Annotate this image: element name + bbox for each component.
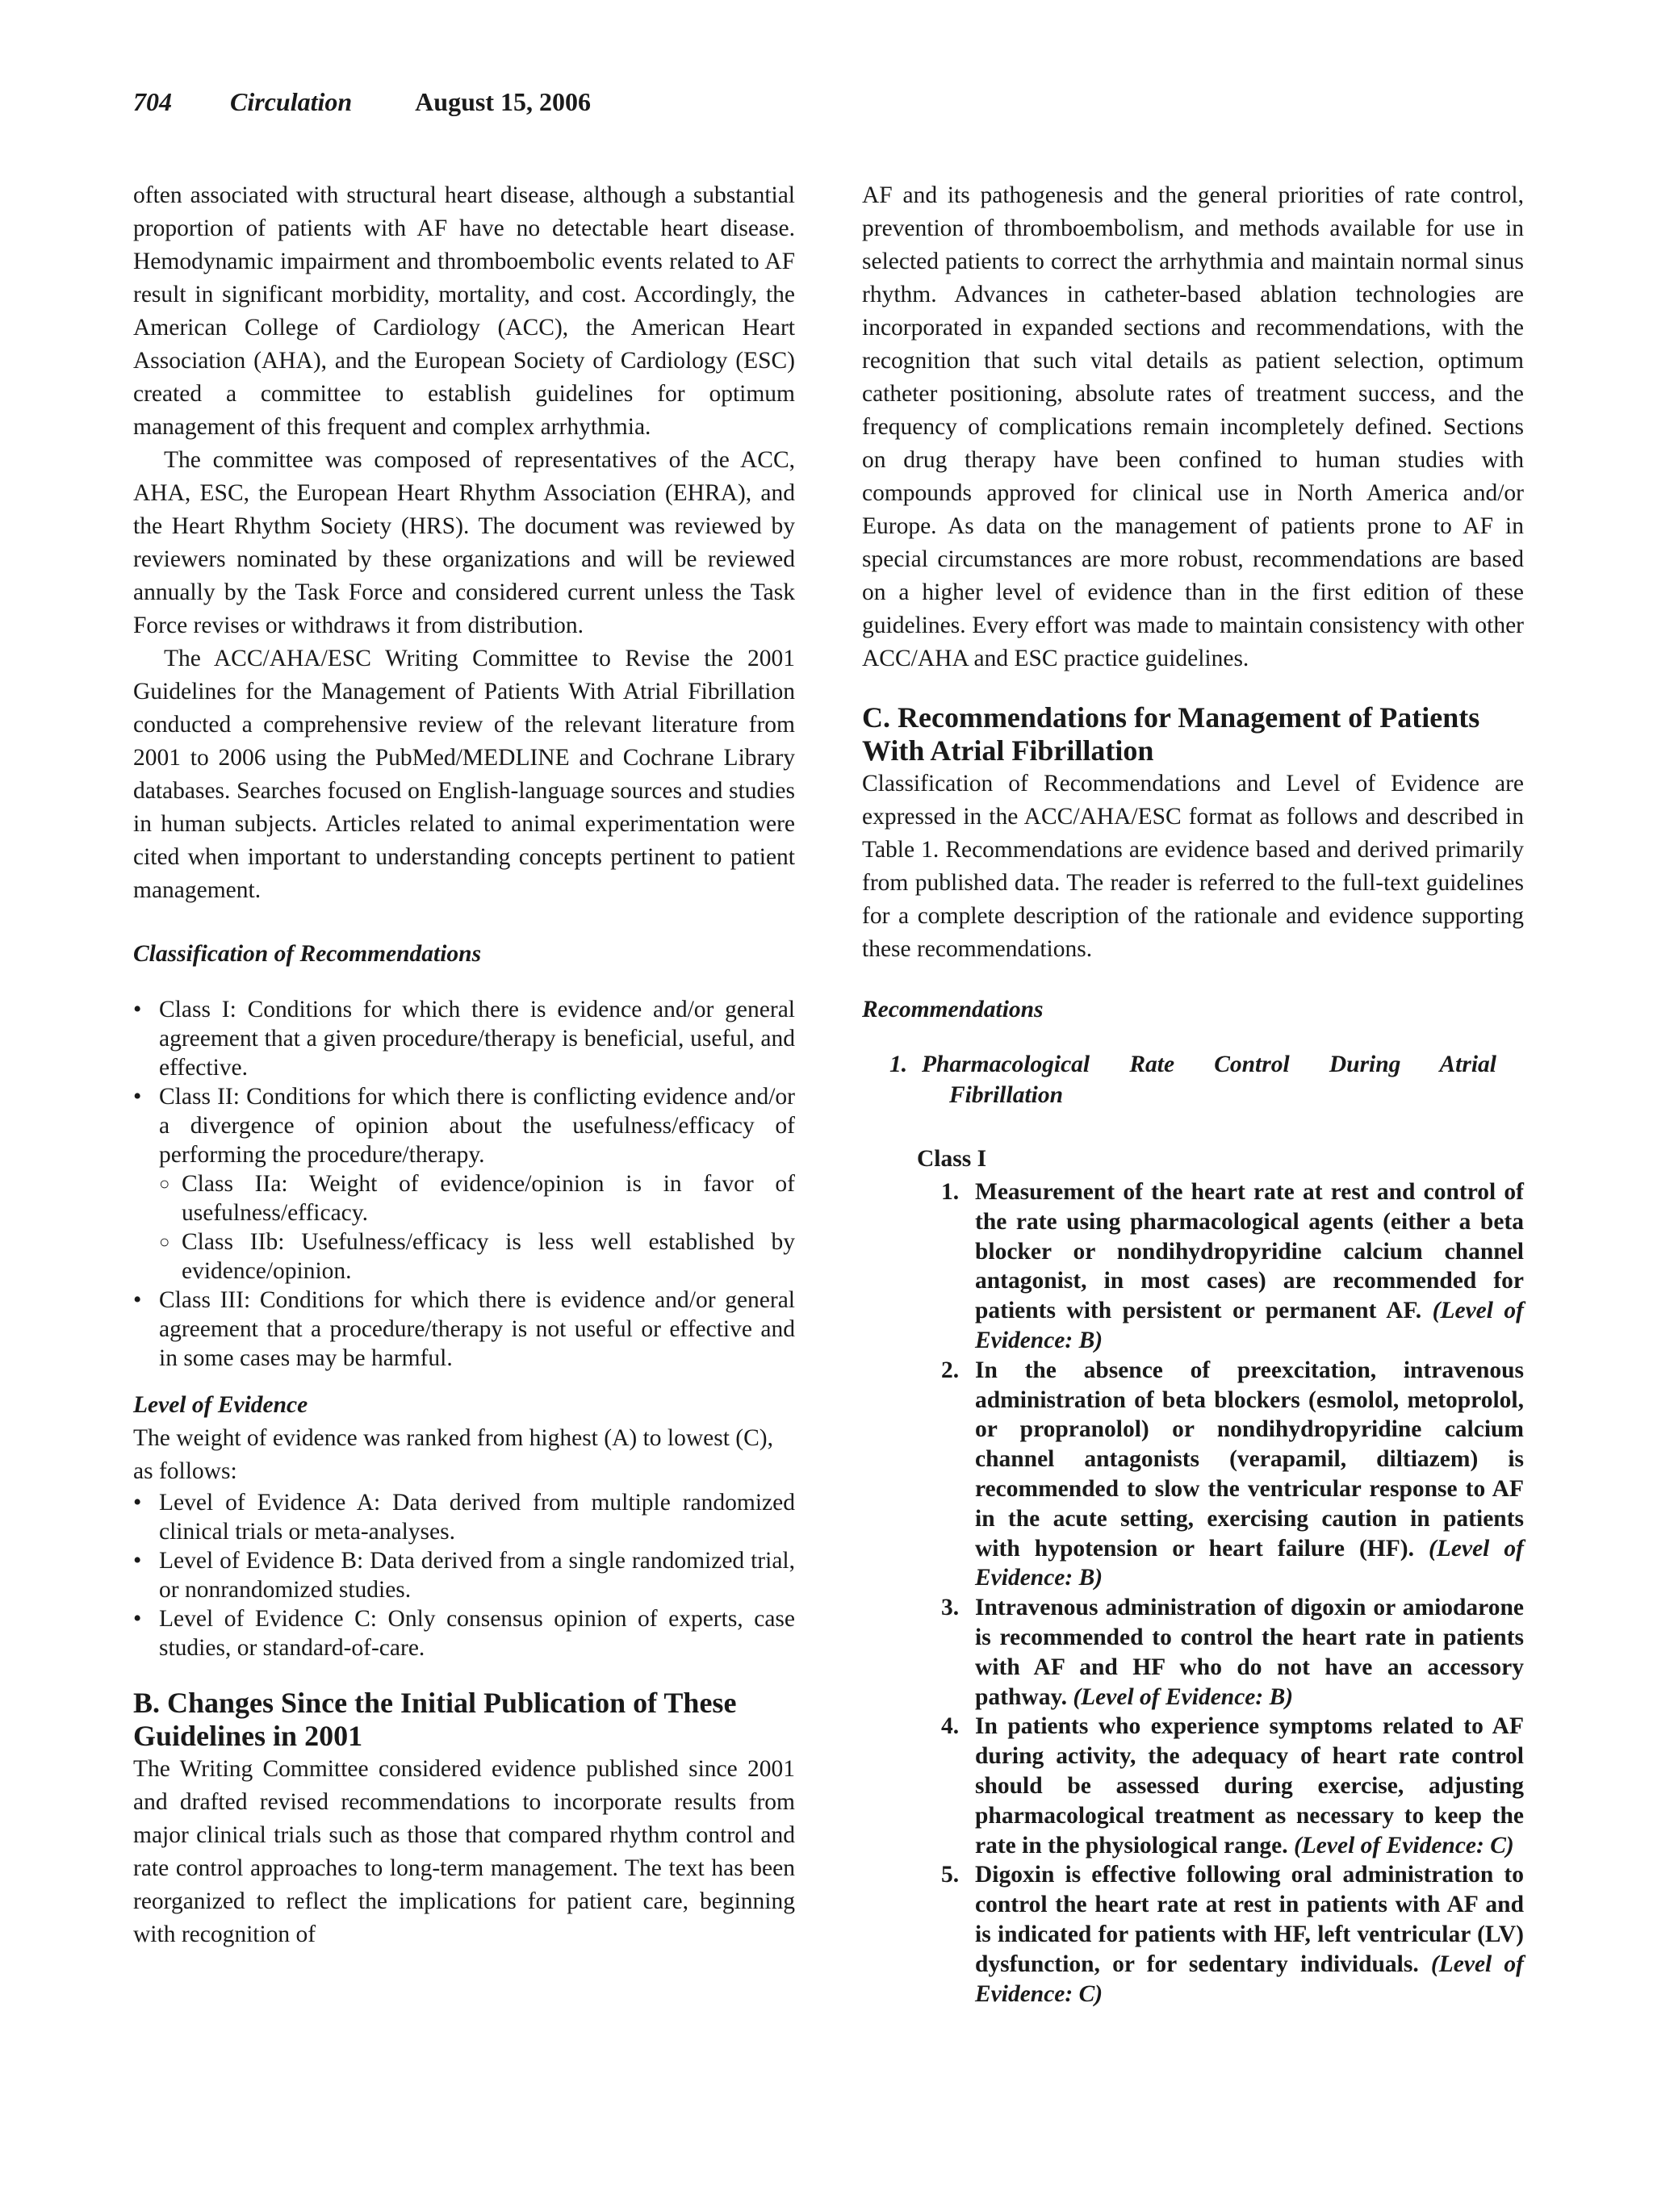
recommendation-number: 4.: [941, 1713, 960, 1740]
recommendation-topic: [889, 1049, 1524, 1080]
recommendation-number: 2.: [941, 1357, 960, 1383]
recommendations-heading: Recommendations: [862, 997, 1044, 1022]
recommendation-text: Digoxin is effective following oral administration to control the heart rate at rest in patients with AF and is indicated for patients with HF, left ventricular (LV) dysfunction, or for sedentary individuals.: [975, 1862, 1524, 1977]
evidence-level: (Level of Evidence: B): [1073, 1683, 1294, 1710]
paragraph: often associated with structural heart disease, although a substantial proportion of patients with AF have no detectable heart disease. Hemodynamic impairment and thromboembolic events related to AF result in significant morbidity, mortality, and cost. Accordingly, the American College of Cardiology (ACC), the American Heart Association (AHA), and the European Society of Cardiology (ESC) created a committee to establish guidelines for optimum management of this frequent and complex arrhythmia.: [133, 182, 795, 440]
sub-list: [159, 1169, 795, 1286]
classification-list: [133, 995, 795, 1373]
recommendation-number: 1.: [941, 1179, 960, 1205]
paragraph: The Writing Committee considered evidence published since 2001 and drafted revised recommendations to incorporate results from major clinical trials such as those that compared rhythm control and rate control approaches to long-term management. The text has been reorganized to reflect the implications for patient care, beginning with recognition of: [133, 1756, 795, 1947]
left-column: [133, 179, 795, 1951]
recommendation-item: [941, 1356, 1524, 1593]
right-column: [862, 179, 1524, 2009]
sub-list-item: ○ Class IIa: Weight of evidence/opinion is in favor of usefulness/efficacy.: [159, 1169, 795, 1227]
recommendation-item: [941, 1860, 1524, 2009]
classification-heading: Classification of Recommendations: [133, 941, 482, 967]
topic-title: Pharmacological Rate Control During Atrial: [922, 1052, 1496, 1077]
list-item: • Class I: Conditions for which there is evidence and/or general agreement that a given procedure/therapy is beneficial, useful, and effective.: [133, 995, 795, 1082]
recommendation-number: 3.: [941, 1595, 960, 1621]
recommendation-text: In patients who experience symptoms related to AF during activity, the adequacy of heart rate control should be assessed during exercise, adjusting pharmacological treatment as necessary to keep the rate in the physiological range.: [975, 1713, 1524, 1859]
level-of-evidence-heading: Level of Evidence: [133, 1392, 308, 1418]
list-item: • Level of Evidence C: Only consensus opinion of experts, case studies, or standard-of-care.: [133, 1604, 795, 1662]
topic-title-continued: Fibrillation: [949, 1082, 1063, 1108]
class-label: Class I: [917, 1146, 987, 1172]
list-item: [133, 1082, 795, 1286]
list-item: • Level of Evidence B: Data derived from a single randomized trial, or nonrandomized studies.: [133, 1546, 795, 1604]
paragraph: The committee was composed of representatives of the ACC, AHA, ESC, the European Heart Rhythm Association (EHRA), and the Heart Rhythm Society (HRS). The document was reviewed by reviewers nominated by these organizations and will be reviewed annually by the Task Force and considered current unless the Task Force revises or withdraws it from distribution.: [133, 447, 795, 638]
list-item: • Level of Evidence A: Data derived from multiple randomized clinical trials or meta-analyses.: [133, 1488, 795, 1546]
paragraph: The ACC/AHA/ESC Writing Committee to Revise the 2001 Guidelines for the Management of Patients With Atrial Fibrillation conducted a comprehensive review of the relevant literature from 2001 to 2006 using the PubMed/MEDLINE and Cochrane Library databases. Searches focused on English-language sources and studies in human subjects. Articles related to animal experimentation were cited when important to understanding concepts pertinent to patient management.: [133, 646, 795, 903]
running-head: [133, 87, 591, 117]
paragraph: The weight of evidence was ranked from highest (A) to lowest (C), as follows:: [133, 1425, 773, 1484]
section-b-heading: B. Changes Since the Initial Publication of These Guidelines in 2001: [133, 1687, 737, 1752]
page-number: 704: [133, 87, 172, 116]
list-item-text: Class II: Conditions for which there is conflicting evidence and/or a divergence of opinion about the usefulness/efficacy of performing the procedure/therapy.: [159, 1084, 795, 1168]
recommendation-topic-continued: [889, 1080, 1524, 1110]
recommendation-text: Measurement of the heart rate at rest and control of the rate using pharmacological agents (either a beta blocker or nondihydropyridine calcium channel antagonist, in most cases) are recommended for patients with persistent or permanent AF.: [975, 1179, 1524, 1324]
recommendation-item: [941, 1177, 1524, 1356]
evidence-level: (Level of Evidence: C): [975, 1951, 1524, 2007]
topic-number: 1.: [889, 1052, 908, 1077]
recommendation-list: [862, 1177, 1524, 2009]
recommendation-text: In the absence of preexcitation, intravenous administration of beta blockers (esmolol, metoprolol, or propranolol) or nondihydropyridine calcium channel antagonists (verapamil, diltiazem) is recommended to slow the ventricular response to AF in the acute setting, exercising caution in patients with hypotension or heart failure (HF).: [975, 1357, 1524, 1562]
paragraph: Classification of Recommendations and Level of Evidence are expressed in the ACC/AHA/ESC format as follows and described in Table 1. Recommendations are evidence based and derived primarily from published data. The reader is referred to the full-text guidelines for a complete description of the rationale and evidence supporting these recommendations.: [862, 771, 1524, 962]
recommendation-text: Intravenous administration of digoxin or amiodarone is recommended to control the heart rate in patients with AF and HF who do not have an accessory pathway.: [975, 1595, 1524, 1710]
issue-date: August 15, 2006: [415, 87, 591, 116]
paragraph: AF and its pathogenesis and the general priorities of rate control, prevention of thromboembolism, and methods available for use in selected patients to correct the arrhythmia and maintain normal sinus rhythm. Advances in catheter-based ablation technologies are incorporated in expanded sections and recommendations, with the recognition that such vital details as patient selection, optimum catheter positioning, absolute rates of treatment success, and the frequency of complications remain incompletely defined. Sections on drug therapy have been confined to human studies with compounds approved for clinical use in North America and/or Europe. As data on the management of patients prone to AF in special circumstances are more robust, recommendations are based on a higher level of evidence than in the first edition of these guidelines. Every effort was made to maintain consistency with other ACC/AHA and ESC practice guidelines.: [862, 182, 1524, 671]
evidence-list: [133, 1488, 795, 1662]
evidence-level: (Level of Evidence: B): [975, 1298, 1524, 1353]
recommendation-item: [941, 1593, 1524, 1712]
recommendation-number: 5.: [941, 1862, 960, 1888]
list-item: • Class III: Conditions for which there is evidence and/or general agreement that a procedure/therapy is not useful or effective and in some cases may be harmful.: [133, 1286, 795, 1373]
section-c-heading: C. Recommendations for Management of Patients With Atrial Fibrillation: [862, 701, 1480, 767]
evidence-level: (Level of Evidence: B): [975, 1535, 1524, 1591]
evidence-level: (Level of Evidence: C): [1293, 1832, 1514, 1859]
sub-list-item: ○ Class IIb: Usefulness/efficacy is less well established by evidence/opinion.: [159, 1227, 795, 1286]
journal-title: Circulation: [230, 87, 353, 116]
recommendation-item: [941, 1712, 1524, 1860]
